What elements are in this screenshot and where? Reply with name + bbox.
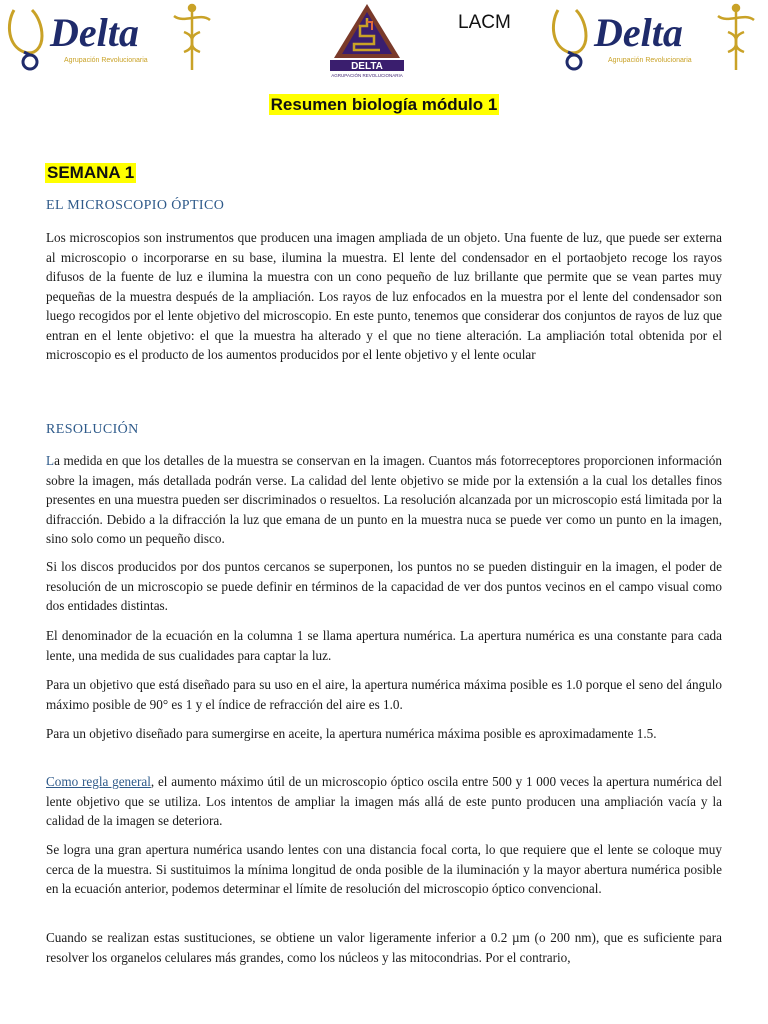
section-heading-resolution: RESOLUCIÓN	[46, 422, 139, 437]
svg-text:Delta: Delta	[594, 10, 683, 55]
paragraph-resolution-2: Si los discos producidos por dos puntos cercanos se superponen, los puntos no se pueden distinguir en la imagen, el poder de resolución de un microscopio se puede definir en términos de la capacidad de ver dos puntos vecinos en el campo visual como dos entidades distintas.	[46, 559, 722, 613]
stethoscope-icon	[553, 10, 586, 69]
paragraph-resolution-6-text: , el aumento máximo útil de un microscopio óptico oscila entre 500 y 1 000 veces la apertura numérica del lente objetivo que se utiliza. Los intentos de ampliar la imagen más allá de este punto producen una ampliación vacía y la calidad de la imagen se deteriora.	[46, 774, 722, 828]
stethoscope-icon	[9, 10, 42, 69]
svg-text:Agrupación Revolucionaria: Agrupación Revolucionaria	[608, 57, 692, 64]
paragraph-resolution-3: El denominador de la ecuación en la columna 1 se llama apertura numérica. La apertura numérica es una constante para cada lente, una medida de sus cualidades para captar la luz.	[46, 628, 722, 663]
delta-logo-left	[2, 2, 220, 74]
svg-text:Delta: Delta	[50, 10, 139, 55]
paragraph-resolution-1-text: a medida en que los detalles de la muestra se conservan en la imagen. Cuantos más fotorreceptores proporcionen información sobre la imagen, más detallada podrán verse. La calidad del lente objetivo se mide por la extensión a la cual los detalles finos presentes en una muestra pueden ser discriminados o resueltos. La resolución alcanzada por un microscopio está limitada por la difracción. Debido a la difracción la luz que emana de un punto en la muestra nuca se puede ver como un punto en la imagen, sino solo como un pequeño disco.	[46, 453, 722, 546]
paragraph-resolution-7: Se logra una gran apertura numérica usando lentes con una distancia focal corta, lo que requiere que el lente se coloque muy cerca de la muestra. Si sustituimos la mínima longitud de onda posible de la iluminación y la mayor abertura numérica posible en la ecuación anterior, podemos determinar el límite de resolución del microscopio óptico convencional.	[46, 842, 722, 896]
week-heading: SEMANA 1	[47, 163, 135, 182]
delta-logo-right	[546, 2, 764, 74]
rule-link[interactable]: Como regla general	[46, 774, 151, 789]
paragraph-microscope: Los microscopios son instrumentos que producen una imagen ampliada de un objeto. Una fuente de luz, que puede ser externa al microscopio o incorporarse en su base, ilumina la muestra. El lente del condensador en el portaobjeto recoge los rayos difusos de la fuente de luz e ilumina la muestra con un cono pequeño de luz brillante que permite que se vean partes muy pequeñas de la muestra después de la ampliación. Los rayos de luz enfocados en la muestra por el lente del condensador son luego recogidos por el lente objetivo del microscopio. En este punto, tenemos que considerar dos conjuntos de rayos de luz que entran en el lente objetivo: el que la muestra ha alterado y el que no tiene alteración. La ampliación total obtenida por el microscopio es el producto de los aumentos producidos por el lente objetivo y el lente ocular	[46, 230, 722, 362]
delta-agrupacion-logo	[322, 0, 412, 78]
paragraph-resolution-6	[46, 772, 722, 831]
section-heading-microscope: EL MICROSCOPIO ÓPTICO	[46, 198, 225, 213]
paragraph-resolution-5: Para un objetivo diseñado para sumergirse en aceite, la apertura numérica máxima posible es aproximadamente 1.5.	[46, 726, 657, 741]
caduceus-icon	[718, 5, 754, 70]
document-title: Resumen biología módulo 1	[270, 95, 498, 114]
svg-text:Agrupación Revolucionaria: Agrupación Revolucionaria	[64, 57, 148, 64]
svg-text:AGRUPACIÓN REVOLUCIONARIA: AGRUPACIÓN REVOLUCIONARIA	[331, 73, 403, 78]
title-container	[0, 95, 768, 115]
header-label: LACM	[458, 12, 511, 33]
paragraph-resolution-4: Para un objetivo que está diseñado para su uso en el aire, la apertura numérica máxima posible es 1.0 porque el seno del ángulo máximo posible de 90° es 1 y el índice de refracción del aire es 1.0.	[46, 677, 722, 712]
paragraph-resolution-1	[46, 451, 722, 549]
paragraph-resolution-8: Cuando se realizan estas sustituciones, se obtiene un valor ligeramente inferior a 0.2 µm (o 200 nm), que es suficiente para resolver los organelos celulares más grandes, como los núcleos y las mitocondrias. Por el contrario,	[46, 930, 722, 965]
page-header	[0, 0, 768, 80]
drop-letter: L	[46, 453, 55, 468]
caduceus-icon	[174, 5, 210, 70]
svg-text:DELTA: DELTA	[351, 61, 383, 72]
